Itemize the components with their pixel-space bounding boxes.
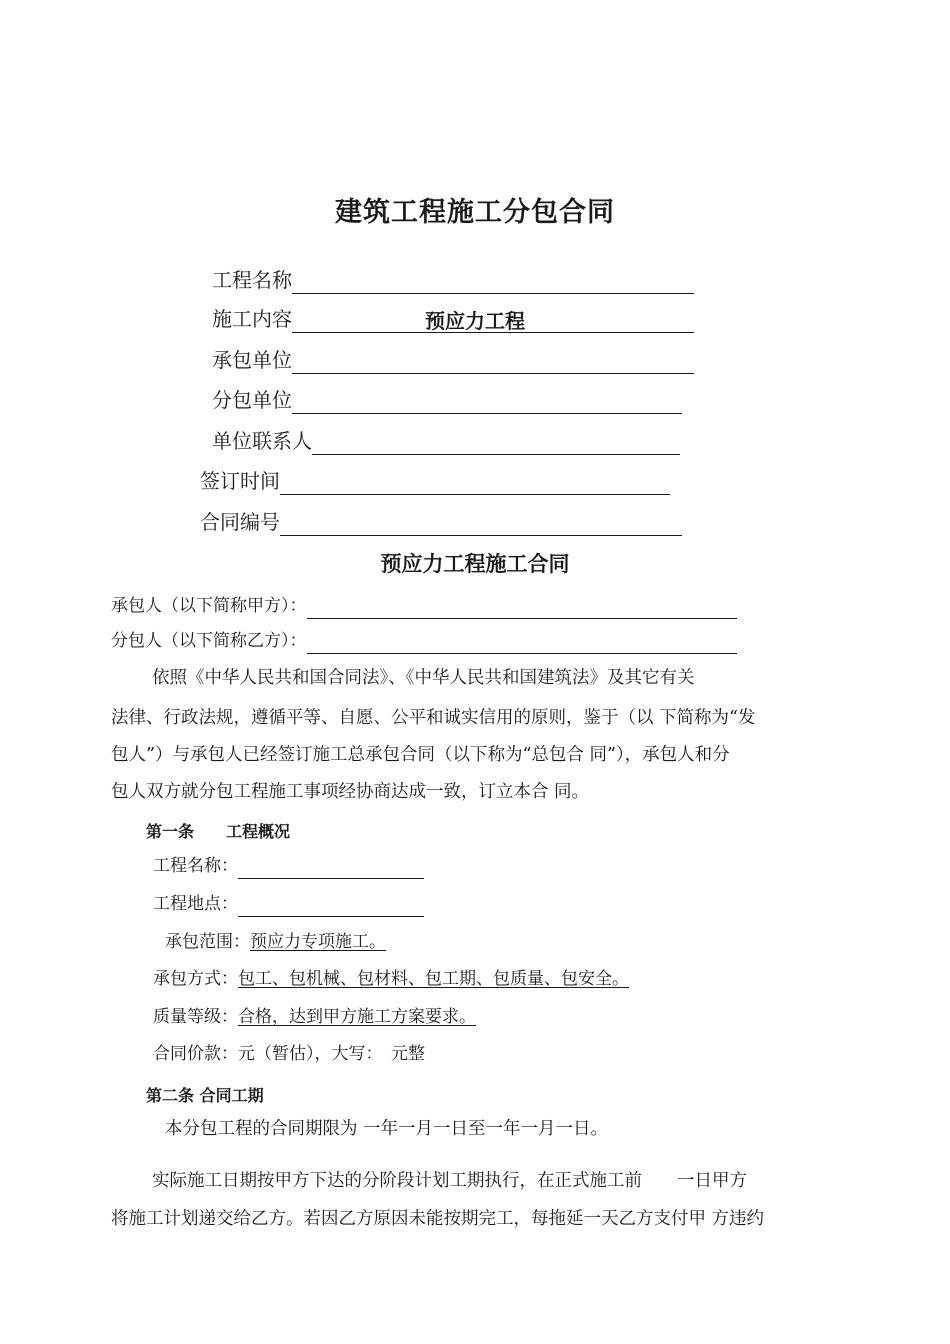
fill-line[interactable] [238,858,424,879]
method-label: 承包方式： [153,969,238,989]
cover-label: 工程名称 [212,268,292,292]
fill-line[interactable] [280,472,670,495]
party-a-label: 承包人（以下简称甲方）： [111,596,307,616]
preamble-line: 法律、行政法规，遵循平等、自愿、公平和诚实信用的原则，鉴于（以 下简称为“发 [111,708,756,728]
quality-value: 合格，达到甲方施工方案要求。 [238,1007,476,1027]
method-row [153,966,629,992]
fill-line[interactable] [292,351,694,374]
scope-label: 承包范围： [165,932,250,952]
cover-label: 合同编号 [200,510,280,534]
cover-field-contract-number [200,508,682,536]
preamble-line: 包人”）与承包人已经签订施工总承包合同（以下称为“总包合 同”），承包人和分 [111,745,730,765]
cover-field-project-name [212,266,694,294]
project-name-label: 工程名称： [153,856,238,876]
project-site-label: 工程地点： [153,894,238,914]
method-value: 包工、包机械、包材料、包工期、包质量、包安全。 [238,969,629,989]
party-b-row [111,628,737,654]
period-text: 本分包工程的合同期限为 一年一月一日至一年一月一日。 [165,1119,609,1139]
quality-label: 质量等级： [153,1007,238,1027]
cover-field-construction-content [212,305,694,333]
scope-value: 预应力专项施工。 [250,932,386,952]
cover-label: 单位联系人 [212,429,312,453]
fill-line[interactable] [238,896,424,917]
contract-subtitle: 预应力工程施工合同 [380,552,570,576]
cover-field-contractor [212,346,694,374]
fill-line[interactable] [312,432,680,455]
cover-label: 签订时间 [200,469,280,493]
project-site-row [153,891,424,917]
schedule-line: 将施工计划递交给乙方。若因乙方原因未能按期完工，每拖延一天乙方支付甲 方违约 [111,1209,765,1229]
project-name-row [153,853,424,879]
fill-line[interactable] [307,633,737,654]
preamble-line: 依照《中华人民共和国合同法》、《中华人民共和国建筑法》及其它有关 [152,668,695,688]
contract-title: 建筑工程施工分包合同 [335,197,615,228]
cover-field-contact-person [212,427,680,455]
fill-line[interactable] [280,513,682,536]
party-b-label: 分包人（以下简称乙方）： [111,631,307,651]
construction-content-value[interactable]: 预应力工程 [292,307,694,333]
quality-row [153,1004,476,1030]
cover-field-subcontractor [212,386,682,414]
cover-field-signing-date [200,467,670,495]
fill-line[interactable] [307,598,737,619]
cover-label: 承包单位 [212,348,292,372]
article-2-heading: 第二条 合同工期 [146,1086,264,1105]
cover-label: 施工内容 [212,307,292,331]
article-1-heading: 第一条 工程概况 [146,822,291,841]
party-a-row [111,593,737,619]
scope-row [165,929,386,955]
fill-line[interactable] [292,271,694,294]
price-row: 合同价款：元（暂估），大写： 元整 [153,1044,425,1064]
fill-line[interactable] [292,391,682,414]
schedule-line: 实际施工日期按甲方下达的分阶段计划工期执行，在正式施工前 一日甲方 [152,1171,747,1191]
preamble-line: 包人双方就分包工程施工事项经协商达成一致，订立本合 同。 [111,782,590,802]
cover-label: 分包单位 [212,388,292,412]
